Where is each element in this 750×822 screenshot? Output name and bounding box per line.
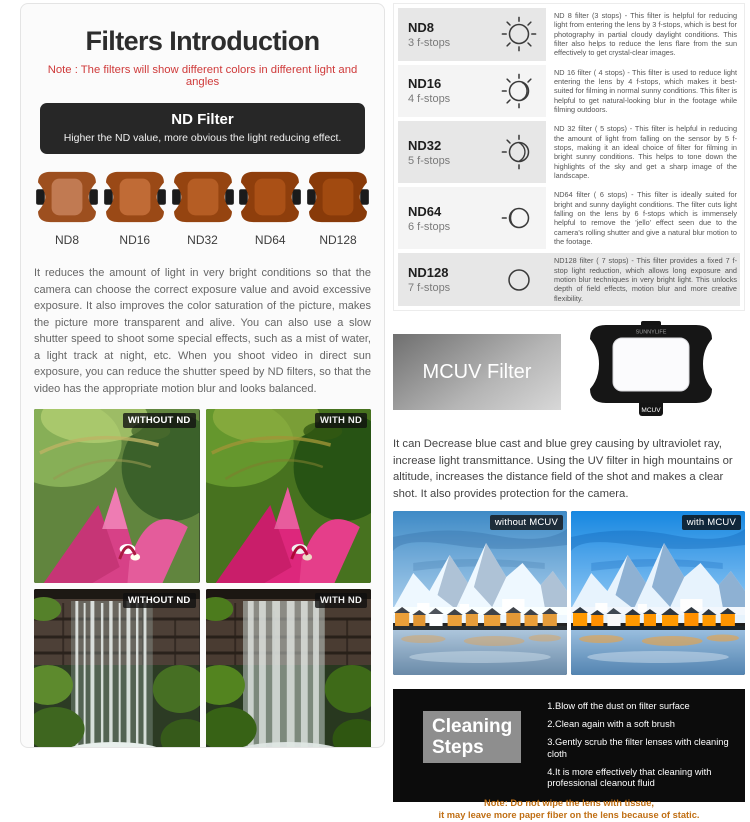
nd-badge: WITHOUT ND xyxy=(123,413,196,428)
table-row xyxy=(398,187,740,249)
nd-name: ND128 xyxy=(408,265,449,281)
nd-filter-icon xyxy=(36,170,98,224)
landscape-photo-with-mcuv xyxy=(571,511,745,675)
nd-filter-icon xyxy=(104,170,166,224)
table-row xyxy=(398,121,740,183)
table-row xyxy=(398,65,740,118)
nd-stops: 6 f-stops xyxy=(408,220,451,233)
mcuv-filter-frame xyxy=(585,321,717,419)
page-title: Filters Introduction xyxy=(85,26,320,56)
nd-filter-chips-row xyxy=(34,170,371,247)
table-row xyxy=(398,253,740,306)
nd-comparison-grid xyxy=(34,409,371,748)
nd8-label: ND8 xyxy=(54,233,79,247)
nd-filter-icon xyxy=(172,170,234,224)
warning-note-line1: Note: Do not wipe the lens with tissue, xyxy=(484,798,654,809)
list-item: 4.It is more effectively that cleaning with professional cleanout fluid xyxy=(547,766,712,789)
color-note: Note : The filters will show different colors in different light and angles xyxy=(47,64,358,88)
nd64-filter-chip xyxy=(239,170,301,247)
moon-crescent-icon xyxy=(500,199,538,237)
circle-icon xyxy=(500,261,538,299)
mcuv-product-photo xyxy=(585,321,717,424)
cleaning-steps-title xyxy=(423,711,521,764)
waterfall-photo-without-nd xyxy=(34,589,200,748)
nd-filter-banner xyxy=(40,103,365,154)
svg-text:MCUV: MCUV xyxy=(641,406,661,414)
svg-text:SUNNYLIFE: SUNNYLIFE xyxy=(635,329,667,336)
nd-filter-icon xyxy=(307,170,369,224)
right-column xyxy=(393,0,745,821)
nd-name: ND16 xyxy=(408,76,442,92)
nd128-label: ND128 xyxy=(319,233,357,247)
nd-description: ND 32 filter ( 5 stops) - This filter is helpful in reducing the amount of light from falling on the sensor by 5 f-stops, making it an ideal choice of filter for filming in bright sunny conditions. This helps to tone down the highlights of the sky and get a sharp image of the landscape. xyxy=(554,124,737,180)
cleaning-title-line1: Cleaning xyxy=(432,715,513,737)
mcuv-badge: with MCUV xyxy=(682,515,741,530)
nd-badge: WITH ND xyxy=(315,593,367,608)
nd-stops: 3 f-stops xyxy=(408,36,451,49)
nd-banner-title: ND Filter xyxy=(171,111,234,128)
sun-partial-icon xyxy=(500,72,538,110)
nd-stops: 4 f-stops xyxy=(408,93,451,106)
filters-intro-card xyxy=(20,3,385,748)
list-item: 2.Clean again with a soft brush xyxy=(547,718,675,729)
list-item: 3.Gently scrub the filter lenses with cleaning cloth xyxy=(547,736,729,759)
sun-half-icon xyxy=(500,133,538,171)
mcuv-title-box xyxy=(393,334,561,410)
nd-name: ND64 xyxy=(408,203,442,219)
nd-description: ND 8 filter (3 stops) - This filter is helpful for reducing light from entering the lens by 3 f-stops, which is best for photography in partial cloudy daylight conditions. This filter also helps to reduce the lens flare from the sun effectively to get crystal-clear images. xyxy=(554,11,737,58)
nd8-filter-chip xyxy=(36,170,98,247)
cleaning-steps-list xyxy=(547,699,735,797)
nd-description: ND128 filter ( 7 stops) - This filter provides a fixed 7 f-stop light reduction, which allows long exposure and motion blur techniques in very bright light. This unlocks depth of field effects, motion blur and more creative flexibility. xyxy=(554,256,737,303)
cleaning-warning-note xyxy=(403,797,735,821)
sun-full-icon xyxy=(500,15,538,53)
flower-photo-with-nd xyxy=(206,409,372,583)
nd-filter-icon xyxy=(239,170,301,224)
nd-stops: 7 f-stops xyxy=(408,282,451,295)
nd-description: ND 16 filter ( 4 stops) - This filter is used to reduce light entering the lens by 4 f-stops, which makes it best-suited for filming in normal sunny conditions. This filter is helpful to get natural-looking blur in the footage while filming outdoors. xyxy=(554,67,737,114)
cleaning-steps-panel xyxy=(393,689,745,821)
mcuv-comparison-grid xyxy=(393,511,745,675)
nd-badge: WITHOUT ND xyxy=(123,593,196,608)
mcuv-title: MCUV Filter xyxy=(422,360,532,383)
nd-intro-paragraph: It reduces the amount of light in very bright conditions so that the camera can choose the correct exposure value and avoid excessive exposure. It also improves the color saturation of the picture, makes the picture more transparent and alive. You can also use a slow shutter speed to shoot some special effects, such as a mist of water, a light track at night, etc. When you shoot video in direct sun exposure, you can reduce the shutter speed by ND filters, so that the video has the appropriate motion blur and looks balanced. xyxy=(34,267,371,395)
nd-badge: WITH ND xyxy=(315,413,367,428)
nd16-label: ND16 xyxy=(119,233,151,247)
nd32-label: ND32 xyxy=(187,233,218,247)
mcuv-section-header xyxy=(393,321,745,424)
nd32-filter-chip xyxy=(172,170,234,247)
waterfall-photo-with-nd xyxy=(206,589,372,748)
nd-stops-table xyxy=(393,3,745,311)
nd-stops: 5 f-stops xyxy=(408,154,451,167)
mcuv-badge: without MCUV xyxy=(490,515,563,530)
nd16-filter-chip xyxy=(104,170,166,247)
nd-description: ND64 filter ( 6 stops) - This filter is ideally suited for bright and sunny daylight conditions. The filter cuts light falling on the lens by 6 f-stops which is immensely helpful to remove the 'jello' effect seen due to the camera's rolling shutter and give a natural blur motion to the footage. xyxy=(554,190,737,246)
mcuv-paragraph: It can Decrease blue cast and blue grey causing by ultraviolet ray, increase light transmittance. Using the UV filter in high mountains or altitude, increases the distance field of the shot and makes a clear shot. It also provides protection for the camera. xyxy=(393,437,733,501)
warning-note-line2: it may leave more paper fiber on the lens because of static. xyxy=(438,810,700,821)
nd-name: ND32 xyxy=(408,137,442,153)
list-item: 1.Blow off the dust on filter surface xyxy=(547,700,690,711)
flower-photo-without-nd xyxy=(34,409,200,583)
table-row xyxy=(398,8,740,61)
nd64-label: ND64 xyxy=(254,233,286,247)
cleaning-title-line2: Steps xyxy=(432,737,484,758)
nd128-filter-chip xyxy=(307,170,369,247)
landscape-photo-without-mcuv xyxy=(393,511,567,675)
nd-name: ND8 xyxy=(408,19,435,35)
nd-banner-subtitle: Higher the ND value, more obvious the light reducing effect. xyxy=(63,132,342,144)
